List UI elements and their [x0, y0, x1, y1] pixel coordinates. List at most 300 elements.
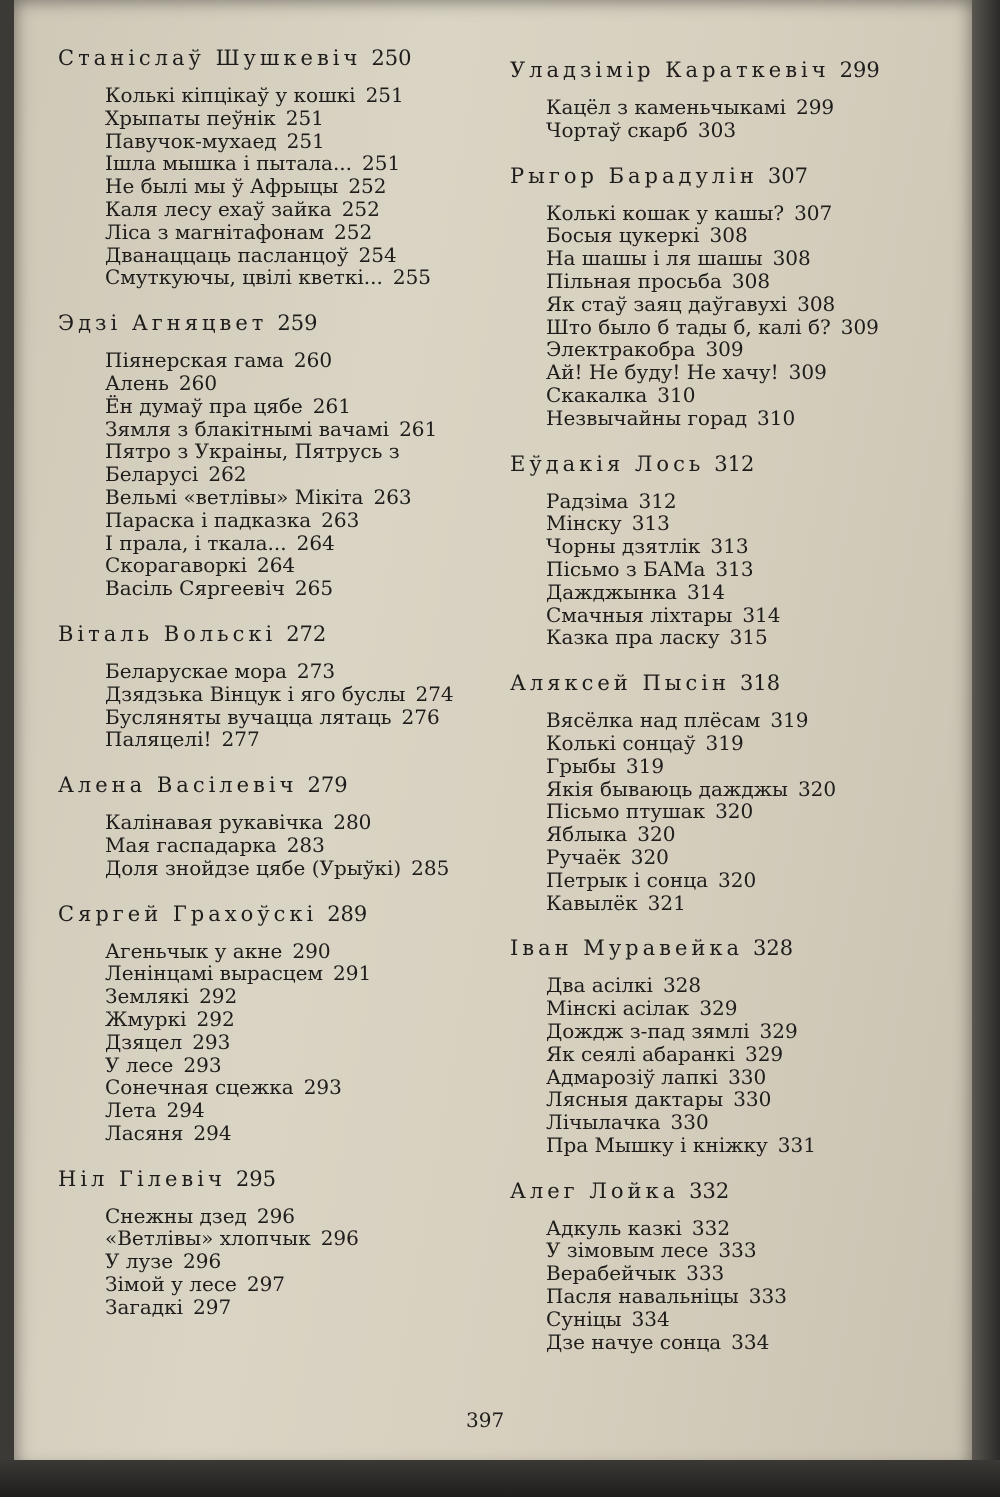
entry-page-number: 277	[221, 727, 260, 752]
entry-title: Паляцелі!	[105, 727, 212, 752]
entry-page-number: 312	[638, 488, 677, 513]
entry-title: Ішла мышка і пытала...	[105, 151, 353, 176]
entry-title: Мінскі асілак	[546, 996, 690, 1021]
toc-entry	[546, 732, 890, 755]
toc-entry	[546, 293, 890, 316]
entry-page-number: 320	[715, 799, 754, 824]
entry-page-number: 330	[670, 1110, 709, 1135]
background-edge-right	[972, 0, 1000, 1497]
entry-list	[58, 940, 458, 1145]
entry-title: Чорны дзятлік	[546, 534, 701, 559]
entry-title: Загадкі	[105, 1294, 183, 1319]
entry-title: Параска і падказка	[105, 507, 312, 532]
entry-title: Вельмі «ветлівы» Мікіта	[105, 484, 364, 509]
toc-entry	[105, 509, 458, 532]
author-heading	[58, 900, 458, 928]
toc-entry	[546, 869, 890, 892]
author-name: Алег Лойка	[510, 1178, 680, 1203]
toc-entry	[546, 1088, 890, 1111]
entry-page-number: 293	[192, 1029, 231, 1054]
entry-title: Два асілкі	[546, 973, 653, 998]
entry-page-number: 293	[183, 1052, 222, 1077]
toc-entry	[546, 846, 890, 869]
toc-entry	[105, 1076, 458, 1099]
entry-page-number: 330	[733, 1087, 772, 1112]
entry-page-number: 260	[293, 348, 333, 373]
toc-entry	[105, 418, 458, 441]
toc-column-left	[58, 44, 458, 1339]
author-page-number: 289	[327, 901, 368, 926]
toc-entry	[546, 1043, 890, 1066]
toc-entry	[546, 823, 890, 846]
toc-entry	[546, 512, 890, 535]
entry-title: Скорагаворкі	[105, 553, 247, 578]
toc-entry	[105, 221, 458, 244]
toc-section	[510, 1177, 890, 1354]
entry-page-number: 280	[333, 810, 372, 835]
author-name: Уладзімір Караткевіч	[510, 58, 830, 82]
toc-entry	[546, 1308, 890, 1331]
entry-page-number: 319	[705, 730, 744, 755]
entry-title: Колькі кошак у кашы?	[546, 200, 785, 225]
entry-page-number: 334	[731, 1329, 770, 1354]
toc-entry	[105, 532, 458, 555]
toc-entry	[105, 1008, 458, 1031]
entry-list	[510, 1217, 890, 1354]
entry-title: Суніцы	[546, 1306, 622, 1331]
entry-title: У зімовым лесе	[546, 1238, 709, 1263]
entry-title: Грыбы	[546, 753, 616, 778]
toc-entry	[546, 558, 890, 581]
entry-title: Беларускае мора	[105, 658, 287, 683]
toc-entry	[546, 1331, 890, 1354]
entry-page-number: 308	[797, 291, 836, 316]
toc-entry	[105, 395, 458, 418]
entry-page-number: 251	[362, 151, 401, 176]
author-page-number: 312	[714, 451, 755, 476]
entry-title: Пільная просьба	[546, 268, 722, 293]
toc-entry	[105, 175, 458, 198]
toc-section	[510, 162, 890, 430]
entry-title: У лесе	[105, 1052, 174, 1077]
toc-entry	[105, 1205, 458, 1228]
entry-page-number: 294	[166, 1098, 205, 1123]
entry-page-number: 296	[256, 1203, 296, 1228]
entry-page-number: 314	[686, 579, 726, 604]
entry-page-number: 320	[637, 822, 676, 847]
entry-page-number: 310	[657, 382, 696, 407]
author-page-number: 299	[839, 58, 880, 82]
entry-page-number: 320	[718, 867, 757, 892]
toc-entry	[546, 1217, 890, 1240]
entry-page-number: 332	[691, 1215, 731, 1240]
entry-title: Казка пра ласку	[546, 625, 720, 650]
toc-entry	[105, 1250, 458, 1273]
toc-entry	[546, 755, 890, 778]
entry-title: Агеньчык у акне	[105, 938, 283, 963]
toc-entry	[546, 800, 890, 823]
entry-title: Землякі	[105, 984, 190, 1009]
entry-title: Пра Мышку і кніжку	[546, 1132, 768, 1157]
author-name: Алена Васілевіч	[58, 773, 298, 798]
entry-title: Зямля з блакітнымі вачамі	[105, 416, 390, 441]
entry-title: Калінавая рукавічка	[105, 810, 324, 835]
entry-page-number: 315	[729, 625, 768, 650]
entry-title: Мая гаспадарка	[105, 832, 277, 857]
page-number: 397	[466, 1408, 505, 1432]
entry-title: Яблыка	[546, 822, 628, 847]
entry-title: Не былі мы ў Афрыцы	[105, 174, 339, 199]
author-name: Рыгор Барадулін	[510, 163, 758, 188]
toc-entry	[105, 1054, 458, 1077]
author-heading	[58, 309, 458, 337]
toc-entry	[546, 1111, 890, 1134]
entry-title: Смуткуючы, цвілі кветкі...	[105, 265, 383, 290]
toc-section	[58, 309, 458, 600]
entry-page-number: 297	[193, 1294, 232, 1319]
entry-title: Пасля навальніцы	[546, 1284, 739, 1309]
entry-list	[58, 84, 458, 289]
entry-title: Электракобра	[546, 337, 696, 362]
entry-page-number: 251	[365, 83, 404, 107]
entry-page-number: 276	[401, 704, 440, 729]
entry-title: Дажджынка	[546, 579, 677, 604]
toc-column-right	[510, 56, 890, 1373]
author-page-number: 259	[277, 311, 318, 336]
toc-entry	[546, 490, 890, 513]
entry-page-number: 321	[647, 890, 686, 915]
entry-page-number: 334	[631, 1306, 670, 1331]
entry-list	[58, 660, 458, 751]
toc-entry	[105, 349, 458, 372]
author-name: Станіслаў Шушкевіч	[58, 46, 362, 70]
entry-title: Дзяцел	[105, 1029, 183, 1054]
author-page-number: 250	[371, 46, 412, 70]
toc-entry	[105, 683, 458, 706]
toc-entry	[546, 997, 890, 1020]
toc-entry	[546, 384, 890, 407]
toc-entry	[546, 338, 890, 361]
entry-page-number: 293	[303, 1075, 342, 1100]
toc-entry	[105, 1227, 458, 1250]
entry-title: Дзе начуе сонца	[546, 1329, 722, 1354]
entry-list	[58, 349, 458, 600]
entry-page-number: 329	[759, 1018, 798, 1043]
entry-page-number: 285	[411, 855, 450, 880]
toc-entry	[546, 974, 890, 997]
entry-title: Дванаццаць пасланцоў	[105, 242, 349, 267]
entry-page-number: 319	[770, 708, 809, 733]
toc-section	[510, 934, 890, 1156]
toc-entry	[105, 857, 458, 880]
entry-title: Колькі сонцаў	[546, 730, 696, 755]
author-name: Ніл Гілевіч	[58, 1166, 226, 1191]
toc-entry	[105, 1099, 458, 1122]
entry-page-number: 308	[731, 268, 771, 293]
toc-entry	[546, 247, 890, 270]
entry-page-number: 310	[757, 405, 796, 430]
toc-section	[510, 450, 890, 650]
entry-page-number: 299	[795, 95, 835, 119]
entry-title: Ён думаў пра цябе	[105, 393, 303, 418]
toc-entry	[546, 407, 890, 430]
entry-page-number: 303	[697, 117, 737, 142]
toc-section	[58, 1165, 458, 1319]
toc-entry	[105, 84, 458, 107]
entry-title: Хрыпаты пеўнік	[105, 105, 276, 130]
entry-title: «Ветлівы» хлопчык	[105, 1226, 311, 1251]
entry-title: Чортаў скарб	[546, 117, 688, 142]
entry-page-number: 307	[794, 200, 833, 225]
entry-title: Васіль Сяргеевіч	[105, 576, 285, 601]
author-heading	[510, 56, 890, 84]
entry-page-number: 333	[718, 1238, 757, 1263]
toc-entry	[546, 1285, 890, 1308]
toc-entry	[105, 985, 458, 1008]
entry-title: Верабейчык	[546, 1261, 677, 1286]
entry-title: Снежны дзед	[105, 1203, 247, 1228]
author-heading	[510, 162, 890, 190]
author-page-number: 272	[286, 621, 327, 646]
entry-page-number: 309	[788, 360, 827, 385]
author-name: Еўдакія Лось	[510, 451, 705, 476]
toc-entry	[105, 834, 458, 857]
toc-entry	[105, 440, 458, 486]
toc-entry	[105, 244, 458, 267]
author-page-number: 332	[689, 1178, 730, 1203]
entry-title: Доля знойдзе цябе (Урыўкі)	[105, 855, 402, 880]
entry-page-number: 273	[296, 658, 336, 683]
entry-page-number: 319	[625, 753, 665, 778]
entry-list	[58, 811, 458, 879]
entry-title: Алень	[105, 370, 169, 395]
entry-page-number: 255	[392, 265, 432, 290]
toc-entry	[105, 1273, 458, 1296]
entry-title: Кавылёк	[546, 890, 638, 915]
entry-title: Як стаў заяц даўгавухі	[546, 291, 788, 316]
entry-page-number: 290	[292, 938, 331, 963]
entry-title: Пятро з Украіны, Пятрусь з Беларусі	[105, 439, 400, 487]
entry-title: Вясёлка над плёсам	[546, 708, 761, 733]
book-page	[14, 0, 972, 1470]
toc-entry	[546, 1239, 890, 1262]
entry-page-number: 260	[178, 370, 218, 395]
toc-entry	[105, 728, 458, 751]
toc-entry	[105, 107, 458, 130]
toc-section	[58, 44, 458, 289]
entry-page-number: 252	[348, 174, 387, 199]
entry-page-number: 333	[686, 1261, 725, 1286]
entry-page-number: 251	[285, 105, 324, 130]
entry-list	[510, 202, 890, 430]
entry-title: Каля лесу ехаў зайка	[105, 196, 332, 221]
toc-entry	[105, 486, 458, 509]
entry-title: Незвычайны горад	[546, 405, 748, 430]
background-edge-bottom	[0, 1460, 1000, 1497]
entry-page-number: 261	[399, 416, 438, 441]
entry-title: Піянерская гама	[105, 348, 284, 373]
toc-entry	[546, 1020, 890, 1043]
entry-title: Як сеялі абаранкі	[546, 1041, 735, 1066]
entry-title: Дзядзька Вінцук і яго буслы	[105, 681, 406, 706]
entry-page-number: 265	[294, 576, 334, 601]
entry-page-number: 320	[797, 776, 837, 801]
toc-entry	[105, 130, 458, 153]
entry-title: Ручаёк	[546, 844, 621, 869]
toc-entry	[546, 1134, 890, 1157]
entry-title: Адкуль казкі	[546, 1215, 682, 1240]
entry-page-number: 330	[728, 1064, 767, 1089]
entry-page-number: 292	[196, 1006, 235, 1031]
author-page-number: 295	[235, 1166, 276, 1191]
entry-page-number: 263	[321, 507, 360, 532]
toc-entry	[105, 554, 458, 577]
author-name: Віталь Вольскі	[58, 621, 277, 646]
entry-page-number: 254	[358, 242, 397, 267]
entry-page-number: 264	[296, 530, 335, 555]
toc-entry	[546, 604, 890, 627]
entry-page-number: 296	[183, 1249, 222, 1274]
toc-entry	[546, 1262, 890, 1285]
toc-entry	[546, 778, 890, 801]
entry-list	[510, 974, 890, 1156]
entry-title: Ленінцамі вырасцем	[105, 961, 324, 986]
entry-page-number: 274	[415, 681, 454, 706]
toc-entry	[546, 581, 890, 604]
entry-page-number: 333	[748, 1284, 787, 1309]
toc-entry	[546, 224, 890, 247]
entry-title: У лузе	[105, 1249, 174, 1274]
entry-title: І прала, і ткала...	[105, 530, 287, 555]
entry-title: Адмарозіў лапкі	[546, 1064, 719, 1089]
entry-page-number: 294	[193, 1120, 232, 1145]
entry-title: Ліса з магнітафонам	[105, 219, 325, 244]
author-name: Сяргей Грахоўскі	[58, 901, 318, 926]
toc-entry	[546, 119, 890, 142]
toc-entry	[105, 940, 458, 963]
entry-page-number: 252	[341, 196, 380, 221]
entry-title: Мінску	[546, 511, 622, 536]
toc-entry	[546, 535, 890, 558]
toc-section	[58, 620, 458, 751]
toc-section	[58, 900, 458, 1145]
entry-title: Лясныя дактары	[546, 1087, 724, 1112]
toc-entry	[105, 1031, 458, 1054]
toc-entry	[105, 266, 458, 289]
entry-title: Лета	[105, 1098, 157, 1123]
toc-entry	[105, 198, 458, 221]
toc-entry	[105, 962, 458, 985]
entry-page-number: 309	[840, 314, 879, 339]
toc-entry	[546, 316, 890, 339]
entry-title: Якія бываюць дажджы	[546, 776, 788, 801]
toc-entry	[105, 706, 458, 729]
entry-page-number: 328	[662, 973, 702, 998]
author-heading	[510, 669, 890, 697]
entry-title: Пісьмо з БАМа	[546, 556, 706, 581]
entry-page-number: 308	[709, 223, 748, 248]
entry-page-number: 292	[199, 984, 238, 1009]
author-heading	[58, 1165, 458, 1193]
entry-title: Сонечная сцежка	[105, 1075, 294, 1100]
author-name: Іван Муравейка	[510, 936, 744, 961]
entry-page-number: 309	[705, 337, 744, 362]
toc-entry	[546, 892, 890, 915]
author-page-number: 279	[307, 773, 348, 798]
entry-page-number: 313	[631, 511, 670, 536]
toc-section	[58, 771, 458, 879]
toc-entry	[105, 660, 458, 683]
entry-title: Што было б тады б, калі б?	[546, 314, 831, 339]
entry-title: Павучок-мухаед	[105, 128, 277, 153]
entry-title: Радзіма	[546, 488, 629, 513]
entry-list	[510, 96, 890, 142]
toc-entry	[546, 709, 890, 732]
entry-title: Лічылачка	[546, 1110, 661, 1135]
toc-entry	[105, 577, 458, 600]
author-name: Эдзі Агняцвет	[58, 311, 268, 336]
toc-entry	[105, 1296, 458, 1319]
entry-page-number: 261	[312, 393, 351, 418]
author-page-number: 318	[739, 671, 781, 696]
author-heading	[58, 44, 458, 72]
entry-title: На шашы і ля шашы	[546, 246, 763, 271]
entry-page-number: 263	[373, 484, 412, 509]
toc-entry	[546, 96, 890, 119]
entry-page-number: 297	[246, 1272, 286, 1297]
toc-section	[510, 669, 890, 914]
entry-page-number: 314	[742, 602, 781, 627]
entry-title: Жмуркі	[105, 1006, 187, 1031]
toc-entry	[546, 1066, 890, 1089]
entry-page-number: 320	[630, 844, 669, 869]
entry-title: Кацёл з каменьчыкамі	[546, 95, 786, 119]
entry-title: Ай! Не буду! Не хачу!	[546, 360, 779, 385]
entry-title: Ласяня	[105, 1120, 184, 1145]
entry-list	[58, 1205, 458, 1319]
toc-entry	[546, 626, 890, 649]
toc-entry	[105, 152, 458, 175]
entry-page-number: 291	[333, 961, 372, 986]
entry-title: Пісьмо птушак	[546, 799, 706, 824]
toc-entry	[105, 1122, 458, 1145]
author-page-number: 328	[753, 936, 794, 961]
author-heading	[58, 620, 458, 648]
author-heading	[510, 1177, 890, 1205]
toc-entry	[105, 811, 458, 834]
entry-title: Зімой у лесе	[105, 1272, 237, 1297]
entry-page-number: 313	[710, 534, 749, 559]
toc-entry	[546, 202, 890, 225]
entry-page-number: 308	[772, 246, 811, 271]
entry-page-number: 252	[334, 219, 373, 244]
author-name: Аляксей Пысін	[510, 671, 730, 696]
entry-page-number: 251	[286, 128, 325, 153]
toc-entry	[105, 372, 458, 395]
entry-page-number: 283	[286, 832, 325, 857]
entry-title: Бусляняты вучацца лятаць	[105, 704, 392, 729]
toc-section	[510, 56, 890, 142]
author-heading	[510, 934, 890, 962]
toc-entry	[546, 270, 890, 293]
entry-title: Колькі кіпцікаў у кошкі	[105, 83, 356, 107]
entry-list	[510, 709, 890, 914]
entry-title: Смачныя ліхтары	[546, 602, 733, 627]
toc-entry	[546, 361, 890, 384]
entry-page-number: 331	[777, 1132, 816, 1157]
entry-list	[510, 490, 890, 650]
entry-page-number: 329	[744, 1041, 784, 1066]
